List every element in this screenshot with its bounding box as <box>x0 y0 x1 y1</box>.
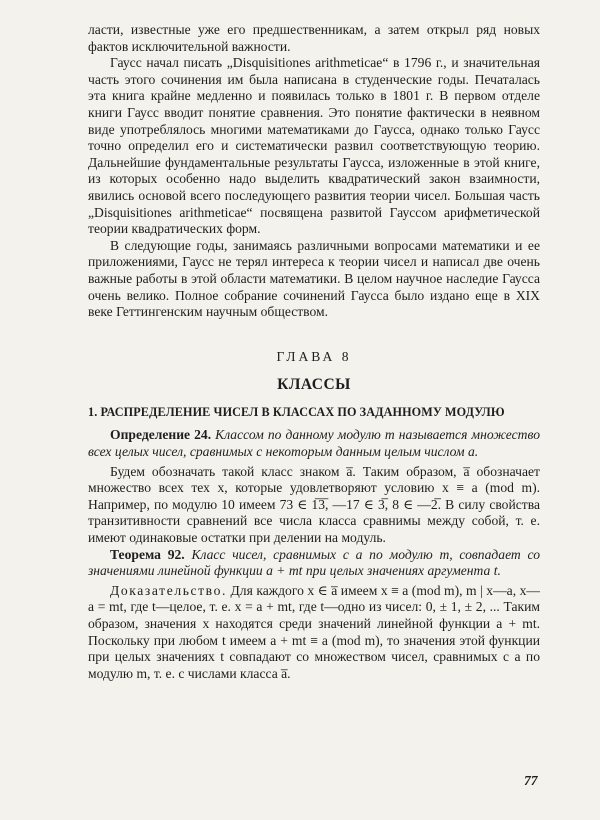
theorem-text: Класс чисел, сравнимых с a по модулю m, совпадает со значениями линейной функции a + mt при целых значениях аргумента t. <box>88 546 540 579</box>
definition-text: Классом по данному модулю m называется множество всех целых чисел, сравнимых с некоторым данным целым числом a. <box>88 427 540 460</box>
proof-text: Для каждого x ∈ a̅ имеем x ≡ a (mod m), m | x—a, x—a = mt, где t—целое, т. е. x = a + mt, где t—одно из чисел: 0, ± 1, ± 2, ... Таким образом, значения x находятся среди значений линейной функции a + mt. Поскольку при любом t имеем a + mt ≡ a (mod m), то значения этой функции при целых значениях t совпадают со множеством чисел, сравнимых с a по модулю m, т. е. с числами класса a̅. <box>88 582 540 681</box>
proof-block <box>88 583 540 683</box>
paragraph-notation: Будем обозначать такой класс знаком a̅. Таким образом, a̅ обозначает множество всех тех x, которые удовлетворяют условию x ≡ a (mod m). Например, по модулю 10 имеем 73 ∈ 1̅3̅, —17 ∈ 3̅, 8 ∈ —2̅. В силу свойства транзитивности сравнений все числа класса сравнимы между собой, т. е. имеют одинаковые остатки при делении на модуль. <box>88 463 540 546</box>
chapter-title: КЛАССЫ <box>277 376 351 394</box>
text-column <box>88 22 540 682</box>
definition-block <box>88 427 540 460</box>
theorem-block <box>88 547 540 580</box>
section-heading: 1. РАСПРЕДЕЛЕНИЕ ЧИСЕЛ В КЛАССАХ ПО ЗАДАННОМУ МОДУЛЮ <box>88 404 505 419</box>
paragraph-later-years: В следующие годы, занимаясь различными вопросами математики и ее приложениями, Гаусс не терял интереса к теории чисел и написал две очень важные работы в этой области математики. В целом научное наследие Гаусса очень велико. Полное собрание сочинений Гаусса было издано еще в XIX веке Геттингенским научным обществом. <box>88 237 540 320</box>
paragraph-continuation: ласти, известные уже его предшественникам, а затем открыл ряд новых фактов исключительной важности. <box>88 22 540 54</box>
theorem-label: Теорема 92. <box>110 546 185 562</box>
definition-label: Определение 24. <box>110 427 212 443</box>
chapter-label: ГЛАВА 8 <box>276 348 352 364</box>
proof-label: Доказательство. <box>110 582 228 598</box>
page-number: 77 <box>524 773 538 788</box>
paragraph-disquisitiones: Гаусс начал писать „Disquisitiones arithmeticae“ в 1796 г., и значительная часть этого сочинения им была написана в студенческие годы. Печаталась эта книга крайне медленно и появилась только в 1801 г. В первом отделе книги Гаусс вводит понятие сравнения. Это понятие фактически в неявном виде употреблялось многими математиками до Гаусса, однако только Гаусс точно определил его и систематически развил соответствующую теорию. Дальнейшие фундаментальные результаты Гаусса, изложенные в этой книге, из которых особенно надо выделить квадратический закон взаимности, явились основой всего последующего развития теории чисел. Большая часть „Disquisitiones arithmeticae“ посвящена развитой Гауссом арифметической теории квадратических форм. <box>88 55 540 237</box>
